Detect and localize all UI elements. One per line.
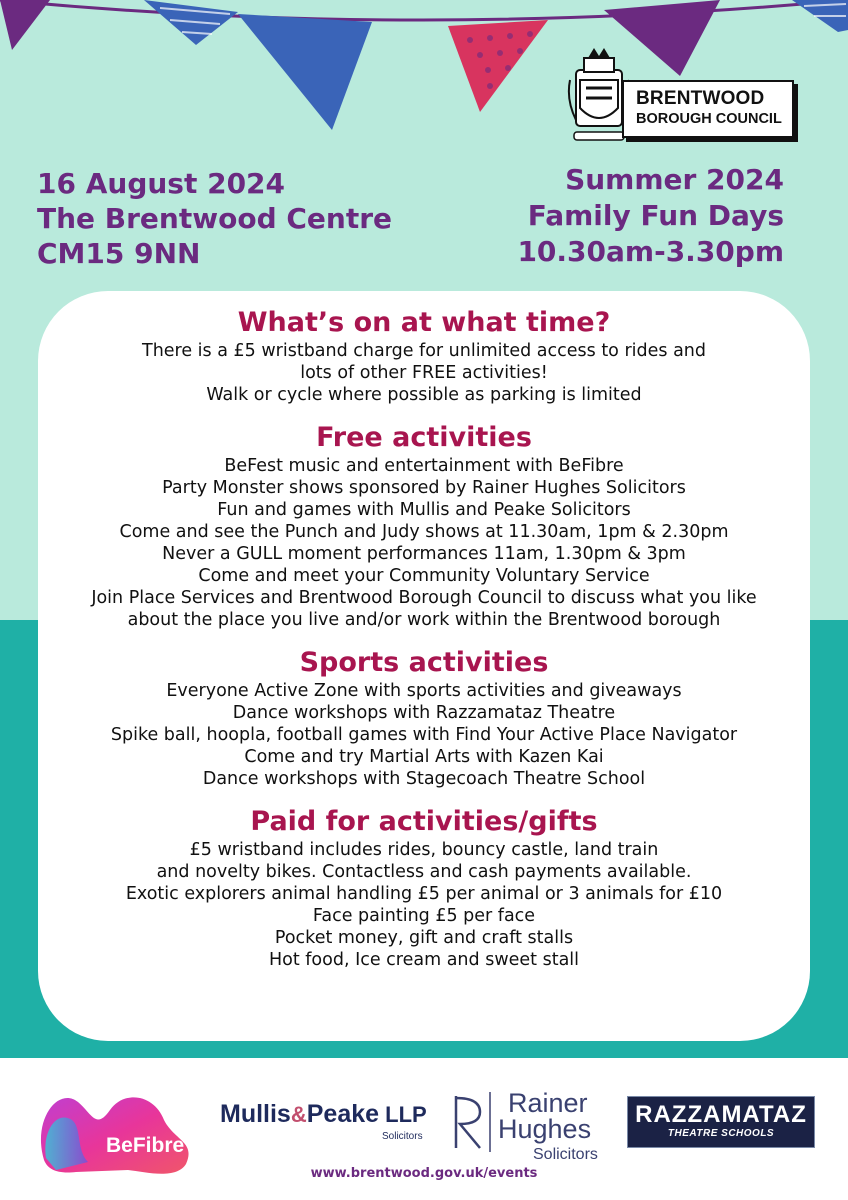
sports-activities-section bbox=[38, 646, 810, 790]
rainer-hughes-mark-icon bbox=[450, 1092, 500, 1152]
free-activity-item: BeFest music and entertainment with BeFibre bbox=[224, 456, 624, 476]
council-name-box bbox=[622, 80, 794, 138]
whats-on-line: lots of other FREE activities! bbox=[300, 363, 548, 383]
free-activity-item: Come and meet your Community Voluntary Service bbox=[198, 566, 650, 586]
event-title-block bbox=[517, 162, 784, 270]
paid-activities-heading: Paid for activities/gifts bbox=[250, 806, 598, 837]
mullis-ampersand: & bbox=[290, 1102, 307, 1127]
event-time: 10.30am-3.30pm bbox=[517, 235, 784, 268]
mullis-peake-logo bbox=[220, 1100, 427, 1129]
whats-on-section bbox=[38, 306, 810, 406]
rainer-subtitle: Solicitors bbox=[533, 1146, 598, 1163]
free-activity-item: Fun and games with Mullis and Peake Solicitors bbox=[217, 500, 631, 520]
paid-activity-item: Face painting £5 per face bbox=[312, 906, 536, 926]
free-activities-section bbox=[38, 421, 810, 631]
paid-activity-item: £5 wristband includes rides, bouncy castle, land train bbox=[189, 840, 659, 860]
sports-activity-item: Come and try Martial Arts with Kazen Kai bbox=[244, 747, 604, 767]
sports-activity-item: Dance workshops with Stagecoach Theatre School bbox=[202, 769, 646, 789]
content bbox=[38, 306, 810, 986]
mullis-name-2: Peake bbox=[306, 1100, 380, 1128]
sports-activities-heading: Sports activities bbox=[299, 647, 549, 678]
mullis-name: Mullis bbox=[220, 1100, 291, 1128]
sports-activity-item: Spike ball, hoopla, football games with Find Your Active Place Navigator bbox=[110, 725, 738, 745]
mullis-llp: LLP bbox=[379, 1102, 427, 1127]
razzamataz-logo bbox=[627, 1096, 815, 1148]
event-venue: The Brentwood Centre bbox=[37, 202, 393, 235]
free-activity-item: Join Place Services and Brentwood Borough Council to discuss what you like bbox=[91, 588, 757, 608]
free-activity-item: about the place you live and/or work within the Brentwood borough bbox=[127, 610, 721, 630]
sponsor-logos bbox=[0, 1070, 848, 1170]
council-name: BRENTWOOD bbox=[636, 88, 765, 109]
event-title: Family Fun Days bbox=[527, 199, 784, 232]
free-activity-item: Party Monster shows sponsored by Rainer Hughes Solicitors bbox=[162, 478, 686, 498]
free-activity-item: Never a GULL moment performances 11am, 1.30pm & 3pm bbox=[162, 544, 686, 564]
razzamataz-subtitle: THEATRE SCHOOLS bbox=[667, 1128, 775, 1139]
event-location bbox=[37, 166, 392, 271]
whats-on-line: There is a £5 wristband charge for unlimited access to rides and bbox=[142, 341, 706, 361]
free-activities-heading: Free activities bbox=[316, 422, 532, 453]
paid-activities-section bbox=[38, 805, 810, 971]
sports-activity-item: Dance workshops with Razzamataz Theatre bbox=[232, 703, 616, 723]
paid-activity-item: and novelty bikes. Contactless and cash payments available. bbox=[156, 862, 692, 882]
paid-activity-item: Hot food, Ice cream and sweet stall bbox=[268, 950, 580, 970]
paid-activity-item: Exotic explorers animal handling £5 per animal or 3 animals for £10 bbox=[125, 884, 723, 904]
whats-on-line: Walk or cycle where possible as parking is limited bbox=[206, 385, 642, 405]
rainer-name: Rainer bbox=[508, 1088, 588, 1118]
council-logo bbox=[566, 40, 796, 150]
befibre-mark-icon bbox=[36, 1080, 196, 1180]
council-subtitle: BOROUGH COUNCIL bbox=[636, 111, 782, 127]
sports-activity-item: Everyone Active Zone with sports activities and giveaways bbox=[166, 681, 682, 701]
event-season: Summer 2024 bbox=[565, 163, 784, 196]
razzamataz-name: RAZZAMATAZ bbox=[635, 1101, 807, 1128]
hughes-name: Hughes bbox=[498, 1114, 592, 1144]
free-activity-item: Come and see the Punch and Judy shows at 11.30am, 1pm & 2.30pm bbox=[119, 522, 729, 542]
befibre-name: BeFibre bbox=[106, 1134, 185, 1157]
website-link[interactable]: www.brentwood.gov.uk/events bbox=[310, 1166, 538, 1181]
mullis-subtitle: Solicitors bbox=[382, 1131, 423, 1142]
paid-activity-item: Pocket money, gift and craft stalls bbox=[274, 928, 574, 948]
event-postcode: CM15 9NN bbox=[37, 237, 201, 270]
whats-on-heading: What’s on at what time? bbox=[237, 307, 611, 338]
event-date: 16 August 2024 bbox=[37, 167, 286, 200]
